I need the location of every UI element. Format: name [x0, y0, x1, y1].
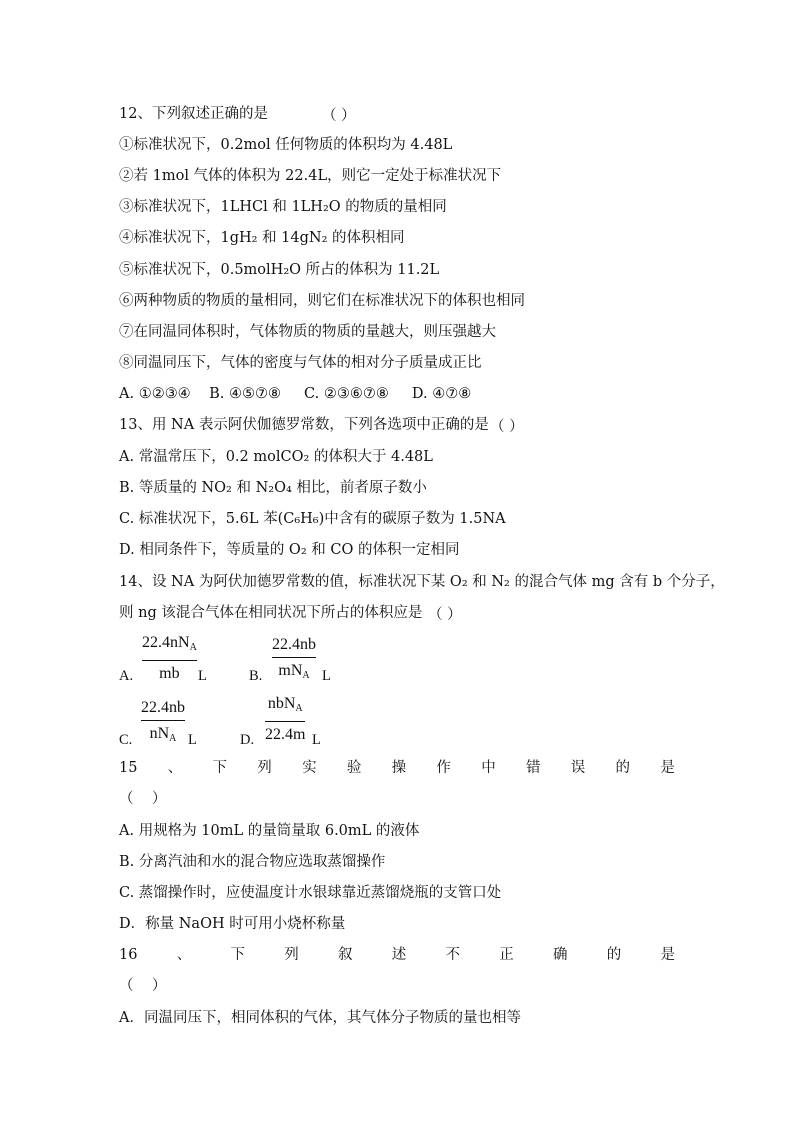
q15-stem-char: 验: [346, 760, 362, 776]
q12-item-6: ⑥两种物质的物质的量相同，则它们在标准状况下的体积也相同: [119, 293, 525, 309]
q15-stem: [119, 758, 675, 778]
q13-option-d: D. 相同条件下，等质量的 O₂ 和 CO 的体积一定相同: [119, 542, 460, 558]
q16-stem-char: 正: [499, 947, 514, 963]
q13-option-c: C. 标准状况下，5.6L 苯(C₆H₆)中含有的碳原子数为 1.5NA: [119, 511, 506, 527]
q16-stem: [119, 945, 675, 965]
q14-option-d-fraction: [265, 695, 305, 744]
q14-option-a-fraction: [142, 634, 197, 683]
q16-stem-char: 述: [391, 947, 407, 963]
q15-stem-char: 作: [436, 760, 451, 776]
q16-stem-char: 列: [284, 947, 299, 963]
q16-stem-char: 不: [445, 947, 460, 963]
q12-item-7: ⑦在同温同体积时，气体物质的物质的量越大，则压强越大: [119, 324, 496, 340]
q14-option-c-fraction: [141, 699, 185, 748]
q15-option-a: A. 用规格为 10mL 的量筒量取 6.0mL 的液体: [119, 823, 420, 839]
q15-stem-char: 误: [570, 760, 586, 776]
q14-option-d-unit: L: [312, 732, 321, 748]
q16-stem-char: 是: [660, 947, 675, 963]
q12-item-8: ⑧同温同压下，气体的密度与气体的相对分子质量成正比: [119, 355, 482, 371]
q14-option-d-numerator: nbN$_A$: [267, 695, 303, 714]
q12-stem: 12、下列叙述正确的是: [119, 106, 268, 122]
q15-option-c: C. 蒸馏操作时，应使温度计水银球靠近蒸馏烧瓶的支管口处: [119, 885, 502, 901]
q14-option-d-denominator: 22.4m: [265, 726, 306, 743]
q15-stem-char: 操: [391, 760, 407, 776]
q14-stem-line1: 14、设 NA 为阿伏加德罗常数的值，标准状况下某 O₂ 和 N₂ 的混合气体 mg 含有 b 个分子，: [119, 574, 725, 590]
q12-item-5: ⑤标准状况下，0.5molH₂O 所占的体积为 11.2L: [119, 262, 440, 278]
fraction-bar: [272, 657, 316, 658]
q14-option-c-denominator: $nN_A$: [149, 725, 177, 744]
q16-stem-char: 确: [552, 947, 568, 963]
q14-option-c-numerator: 22.4nb: [141, 699, 185, 716]
q15-stem-char: 、: [167, 760, 183, 776]
q16-stem-char: 、: [176, 947, 192, 963]
q12-options: A. ①②③④ B. ④⑤⑦⑧ C. ②③⑥⑦⑧ D. ④⑦⑧: [119, 386, 472, 402]
q16-stem-char: 叙: [337, 947, 353, 963]
q16-option-a: A．同温同压下，相同体积的气体，其气体分子物质的量也相等: [119, 1010, 521, 1026]
q15-option-b: B. 分离汽油和水的混合物应选取蒸馏操作: [119, 854, 386, 870]
q12-item-3: ③标准状况下，1LHCl 和 1LH₂O 的物质的量相同: [119, 199, 447, 215]
q14-option-b-denominator: $mN_A$: [278, 662, 310, 681]
q14-option-c-letter: C.: [119, 732, 133, 748]
q12-item-1: ①标准状况下，0.2mol 任何物质的体积均为 4.48L: [119, 137, 453, 153]
q16-stem-char: 的: [606, 947, 622, 963]
q14-option-a-denominator: mb: [159, 665, 180, 682]
q16-stem-char: 16: [119, 947, 138, 963]
q16-stem-char: 下: [230, 947, 245, 963]
q12-item-4: ④标准状况下，1gH₂ 和 14gN₂ 的体积相同: [119, 230, 405, 246]
q14-option-a-letter: A.: [119, 668, 134, 684]
fraction-bar: [142, 660, 197, 661]
fraction-bar: [141, 720, 185, 721]
q14-option-b-numerator: 22.4nb: [272, 636, 316, 653]
q15-stem-char: 错: [525, 760, 541, 776]
q14-answer-paren: （ ）: [428, 607, 462, 623]
q14-option-a-unit: L: [198, 668, 207, 684]
q15-option-d: D．称量 NaOH 时可用小烧杯称量: [119, 916, 346, 932]
q14-option-b-unit: L: [322, 668, 331, 684]
q15-stem-char: 列: [257, 760, 272, 776]
q13-option-a: A. 常温常压下，0.2 molCO₂ 的体积大于 4.48L: [119, 449, 433, 465]
q13-stem: 13、用 NA 表示阿伏伽德罗常数，下列各选项中正确的是: [119, 417, 489, 433]
q12-answer-paren: （ ）: [322, 108, 356, 124]
fraction-bar: [265, 721, 305, 722]
q15-stem-char: 中: [481, 760, 496, 776]
q15-stem-char: 的: [615, 760, 631, 776]
q15-stem-char: 是: [660, 760, 675, 776]
q14-option-c-unit: L: [188, 732, 197, 748]
q16-answer-paren: （ ）: [119, 978, 167, 994]
q15-stem-char: 下: [212, 760, 228, 776]
q14-stem-line2: 则 ng 该混合气体在相同状况下所占的体积应是: [119, 605, 423, 621]
q13-option-b: B. 等质量的 NO₂ 和 N₂O₄ 相比，前者原子数小: [119, 480, 427, 496]
q14-option-d-letter: D.: [240, 732, 255, 748]
q15-stem-char: 实: [302, 760, 317, 776]
q15-stem-char: 15: [119, 760, 138, 776]
q14-option-b-letter: B.: [249, 668, 263, 684]
q15-answer-paren: （ ）: [119, 791, 167, 807]
q12-item-2: ②若 1mol 气体的体积为 22.4L，则它一定处于标准状况下: [119, 168, 502, 184]
q14-option-b-fraction: [272, 636, 316, 685]
q14-option-a-numerator: $22.4nN_A$: [142, 634, 197, 653]
q13-answer-paren: （ ）: [490, 419, 524, 435]
